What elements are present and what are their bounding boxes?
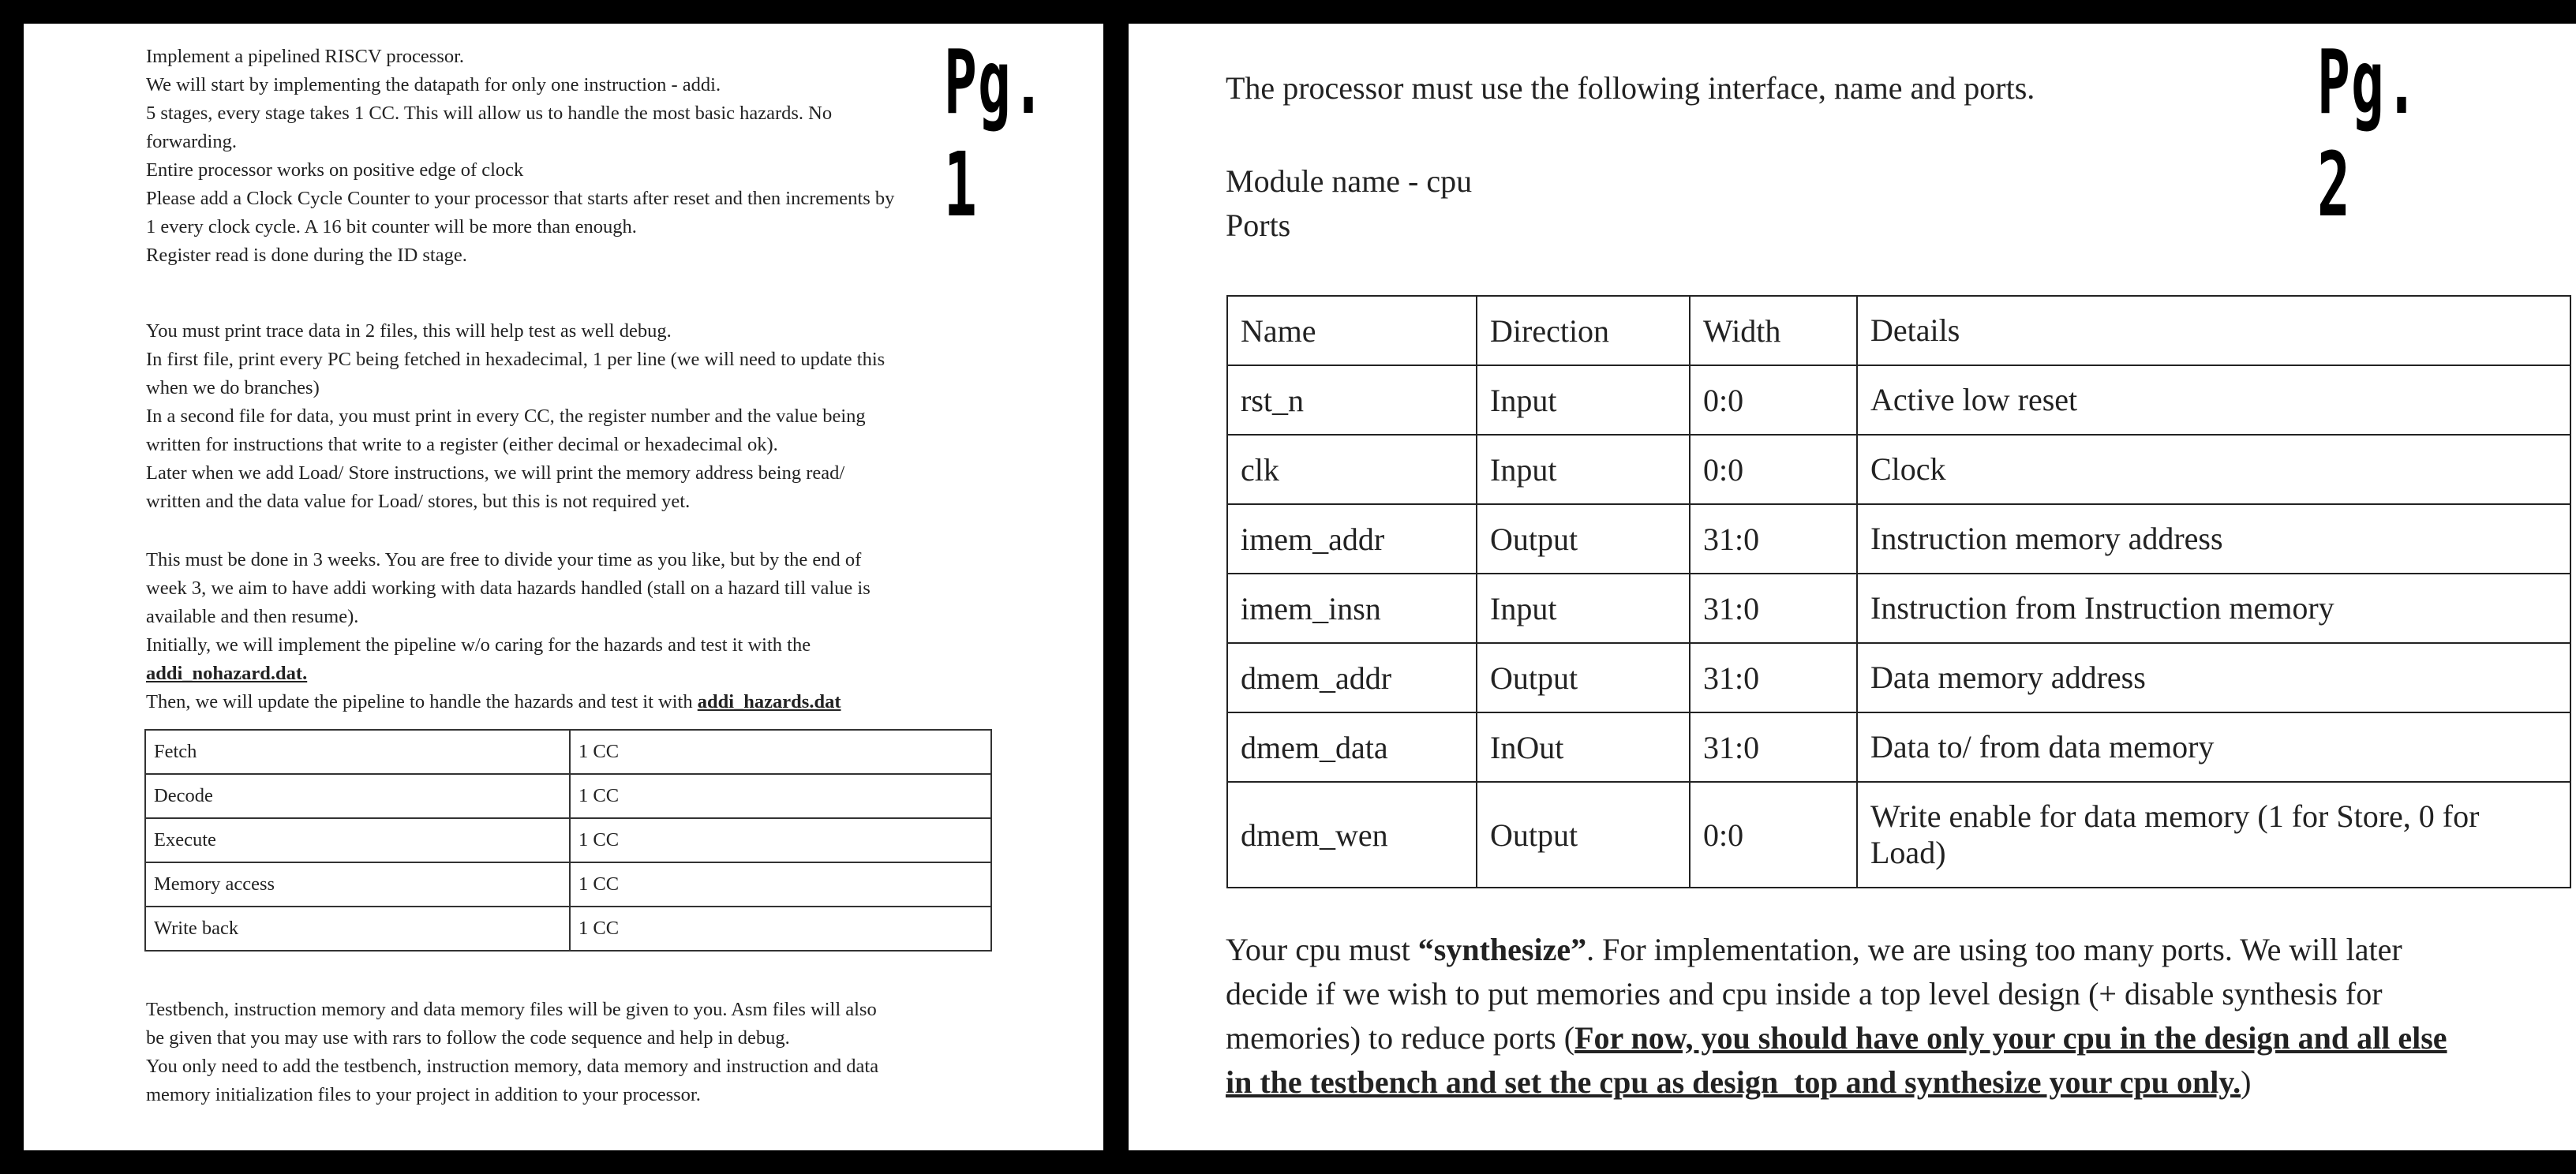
intro-line: Implement a pipelined RISCV processor. — [146, 46, 465, 67]
footer-line: be given that you may use with rars to follow the code sequence and help in debug. — [146, 1027, 790, 1049]
port-direction: Input — [1477, 435, 1690, 504]
stage-cycles: 1 CC — [570, 774, 991, 818]
port-width: 31:0 — [1690, 712, 1857, 782]
schedule-line: This must be done in 3 weeks. You are free to divide your time as you like, but by the end of — [146, 549, 862, 570]
port-details: Instruction from Instruction memory — [1857, 574, 2570, 643]
port-width: 31:0 — [1690, 504, 1857, 574]
port-details: Data to/ from data memory — [1857, 712, 2570, 782]
column-header: Direction — [1477, 296, 1690, 365]
synth-text: ) — [2241, 1064, 2252, 1100]
table-row — [145, 862, 991, 907]
module-name: Module name - cpu — [1226, 163, 1473, 199]
port-details: Write enable for data memory (1 for Store, 0 for Load) — [1857, 782, 2570, 888]
synth-emphasis: For now, you should have only your cpu in the design and all else — [1574, 1020, 2447, 1056]
page-2 — [1129, 24, 2576, 1150]
stage-name: Execute — [145, 818, 570, 862]
intro-line: 5 stages, every stage takes 1 CC. This will allow us to handle the most basic hazards. No — [146, 103, 833, 124]
synth-text: decide if we wish to put memories and cpu inside a top level design (+ disable synthesis for — [1226, 976, 2383, 1011]
port-name: dmem_wen — [1227, 782, 1477, 888]
page-2-label: Pg. 2 — [2317, 32, 2420, 237]
port-details: Active low reset — [1857, 365, 2570, 435]
port-details: Clock — [1857, 435, 2570, 504]
schedule-line: available and then resume). — [146, 606, 359, 627]
synth-text: memories) to reduce ports ( — [1226, 1020, 1575, 1056]
table-row — [145, 907, 991, 951]
stage-cycles: 1 CC — [570, 818, 991, 862]
trace-line: written and the data value for Load/ stores, but this is not required yet. — [146, 491, 691, 512]
footer-line: Testbench, instruction memory and data memory files will be given to you. Asm files will also — [146, 999, 877, 1020]
nohazard-file-link: addi_nohazard.dat. — [146, 663, 308, 684]
port-name: rst_n — [1227, 365, 1477, 435]
port-width: 31:0 — [1690, 643, 1857, 712]
intro-line: Please add a Clock Cycle Counter to your processor that starts after reset and then increments by — [146, 188, 895, 209]
port-direction: InOut — [1477, 712, 1690, 782]
page-1-label: Pg. 1 — [944, 32, 1046, 237]
intro-line: Entire processor works on positive edge of clock — [146, 159, 524, 181]
schedule-line: week 3, we aim to have addi working with data hazards handled (stall on a hazard till value is — [146, 578, 871, 599]
intro-section — [146, 43, 1030, 270]
port-direction: Input — [1477, 365, 1690, 435]
table-row — [1227, 782, 2570, 888]
table-row — [145, 730, 991, 774]
table-row — [1227, 643, 2570, 712]
stage-cycles: 1 CC — [570, 862, 991, 907]
table-row — [145, 818, 991, 862]
stage-name: Write back — [145, 907, 570, 951]
interface-intro: The processor must use the following interface, name and ports. — [1226, 70, 2035, 106]
port-width: 31:0 — [1690, 574, 1857, 643]
port-direction: Input — [1477, 574, 1690, 643]
column-header: Details — [1857, 296, 2570, 365]
port-name: imem_addr — [1227, 504, 1477, 574]
footer-line: memory initialization files to your project in addition to your processor. — [146, 1084, 701, 1105]
footer-line: You only need to add the testbench, instruction memory, data memory and instruction and data — [146, 1056, 879, 1077]
stage-name: Fetch — [145, 730, 570, 774]
trace-line: You must print trace data in 2 files, this will help test as well debug. — [146, 320, 672, 342]
table-row — [145, 774, 991, 818]
stage-cycles: 1 CC — [570, 907, 991, 951]
port-direction: Output — [1477, 504, 1690, 574]
hazard-file-link: addi_hazards.dat — [697, 691, 841, 712]
table-header-row — [1227, 296, 2570, 365]
pipeline-stages-table — [144, 729, 992, 952]
synth-text: Your cpu must — [1226, 932, 1418, 967]
trace-section — [146, 317, 1030, 516]
port-direction: Output — [1477, 643, 1690, 712]
ports-table — [1226, 295, 2571, 888]
table-row — [1227, 365, 2570, 435]
footer-section — [146, 996, 1030, 1109]
table-row — [1227, 574, 2570, 643]
port-direction: Output — [1477, 782, 1690, 888]
hazard-line-text: Then, we will update the pipeline to handle the hazards and test it with — [146, 691, 698, 712]
intro-line: 1 every clock cycle. A 16 bit counter will be more than enough. — [146, 216, 637, 237]
port-details: Data memory address — [1857, 643, 2570, 712]
port-name: imem_insn — [1227, 574, 1477, 643]
table-row — [1227, 712, 2570, 782]
stage-cycles: 1 CC — [570, 730, 991, 774]
trace-line: Later when we add Load/ Store instructions, we will print the memory address being read/ — [146, 462, 845, 484]
synth-keyword: “synthesize” — [1417, 932, 1587, 967]
page-1 — [24, 24, 1103, 1150]
schedule-line: Initially, we will implement the pipeline w/o caring for the hazards and test it with the — [146, 634, 811, 656]
port-width: 0:0 — [1690, 435, 1857, 504]
synthesize-section — [1226, 928, 2520, 1105]
port-width: 0:0 — [1690, 782, 1857, 888]
synth-text: . For implementation, we are using too many ports. We will later — [1586, 932, 2402, 967]
intro-line: forwarding. — [146, 131, 237, 152]
stage-name: Decode — [145, 774, 570, 818]
ports-heading: Ports — [1226, 208, 1291, 243]
synth-emphasis: in the testbench and set the cpu as design_top and synthesize your cpu only. — [1226, 1064, 2241, 1100]
trace-line: when we do branches) — [146, 377, 320, 398]
table-row — [1227, 504, 2570, 574]
table-row — [1227, 435, 2570, 504]
port-details: Instruction memory address — [1857, 504, 2570, 574]
column-header: Name — [1227, 296, 1477, 365]
column-header: Width — [1690, 296, 1857, 365]
port-name: dmem_data — [1227, 712, 1477, 782]
trace-line: In first file, print every PC being fetched in hexadecimal, 1 per line (we will need to update this — [146, 349, 886, 370]
stage-name: Memory access — [145, 862, 570, 907]
port-width: 0:0 — [1690, 365, 1857, 435]
schedule-section — [146, 546, 1030, 716]
intro-line: We will start by implementing the datapath for only one instruction - addi. — [146, 74, 721, 95]
port-name: clk — [1227, 435, 1477, 504]
port-name: dmem_addr — [1227, 643, 1477, 712]
intro-line: Register read is done during the ID stage. — [146, 245, 467, 266]
trace-line: In a second file for data, you must print in every CC, the register number and the value being — [146, 406, 866, 427]
trace-line: written for instructions that write to a register (either decimal or hexadecimal ok). — [146, 434, 778, 455]
